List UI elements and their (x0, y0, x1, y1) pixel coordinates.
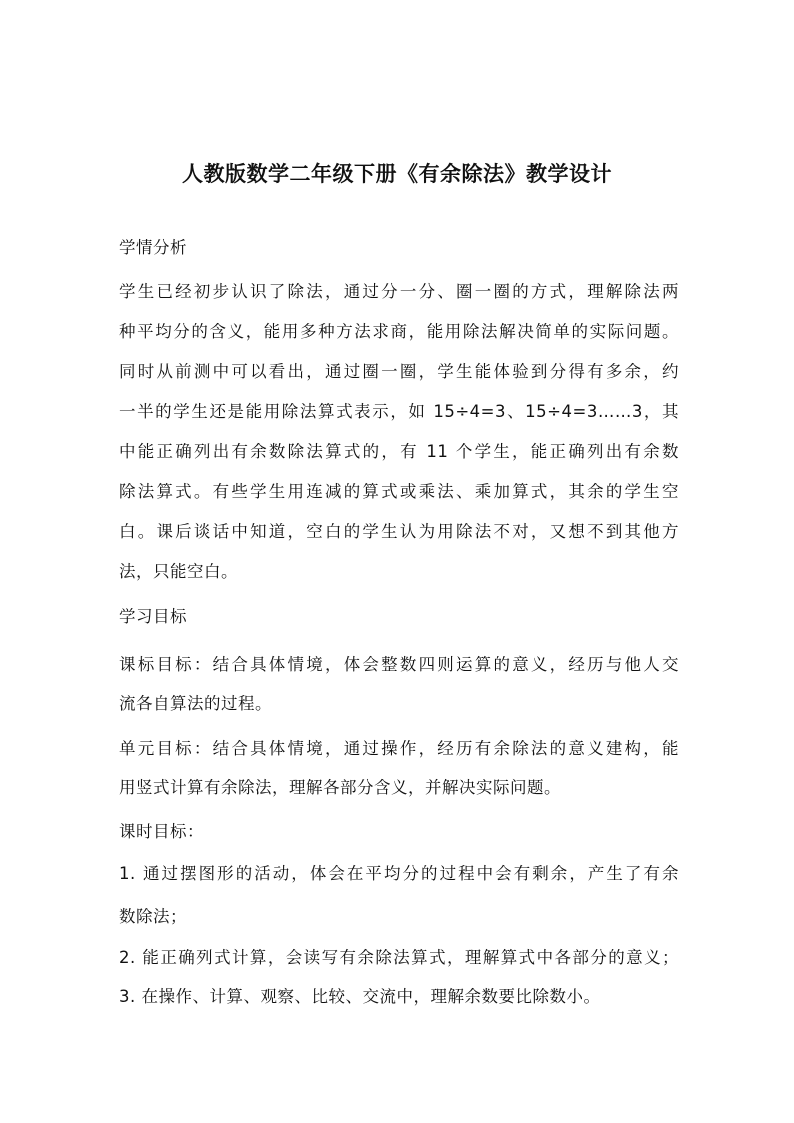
paragraph-line: 同时从前测中可以看出，通过圈一圈，学生能体验到分得有多余，约 (119, 362, 679, 381)
unit-goal-line: 用竖式计算有余除法，理解各部分含义，并解决实际问题。 (119, 778, 561, 797)
unit-goal-line: 单元目标：结合具体情境，通过操作，经历有余除法的意义建构，能 (119, 739, 679, 758)
paragraph-line: 除法算式。有些学生用连减的算式或乘法、乘加算式，其余的学生空 (119, 482, 679, 501)
paragraph-line: 一半的学生还是能用除法算式表示，如 15÷4=3、15÷4=3……3，其 (119, 402, 679, 421)
paragraph-line: 白。课后谈话中知道，空白的学生认为用除法不对，又想不到其他方 (119, 522, 679, 541)
paragraph-line: 法，只能空白。 (119, 562, 238, 581)
document-title: 人教版数学二年级下册《有余除法》教学设计 (182, 162, 612, 186)
paragraph-line: 中能正确列出有余数除法算式的，有 11 个学生，能正确列出有余数 (119, 442, 679, 461)
lesson-goal-line: 2. 能正确列式计算，会读写有余除法算式，理解算式中各部分的意义； (119, 948, 679, 967)
heading-learning-goals: 学习目标 (119, 607, 187, 626)
paragraph-line: 学生已经初步认识了除法，通过分一分、圈一圈的方式，理解除法两 (119, 282, 679, 301)
paragraph-line: 种平均分的含义，能用多种方法求商，能用除法解决简单的实际问题。 (119, 322, 679, 341)
curriculum-goal-line: 流各自算法的过程。 (119, 694, 272, 713)
heading-learner-analysis: 学情分析 (119, 238, 187, 257)
curriculum-goal-line: 课标目标：结合具体情境，体会整数四则运算的意义，经历与他人交 (119, 655, 679, 674)
lesson-goal-line: 3. 在操作、计算、观察、比较、交流中，理解余数要比除数小。 (119, 987, 601, 1006)
heading-lesson-goals: 课时目标： (119, 822, 204, 841)
lesson-goal-line: 数除法； (119, 907, 187, 926)
lesson-goal-line: 1. 通过摆图形的活动，体会在平均分的过程中会有剩余，产生了有余 (119, 864, 679, 883)
